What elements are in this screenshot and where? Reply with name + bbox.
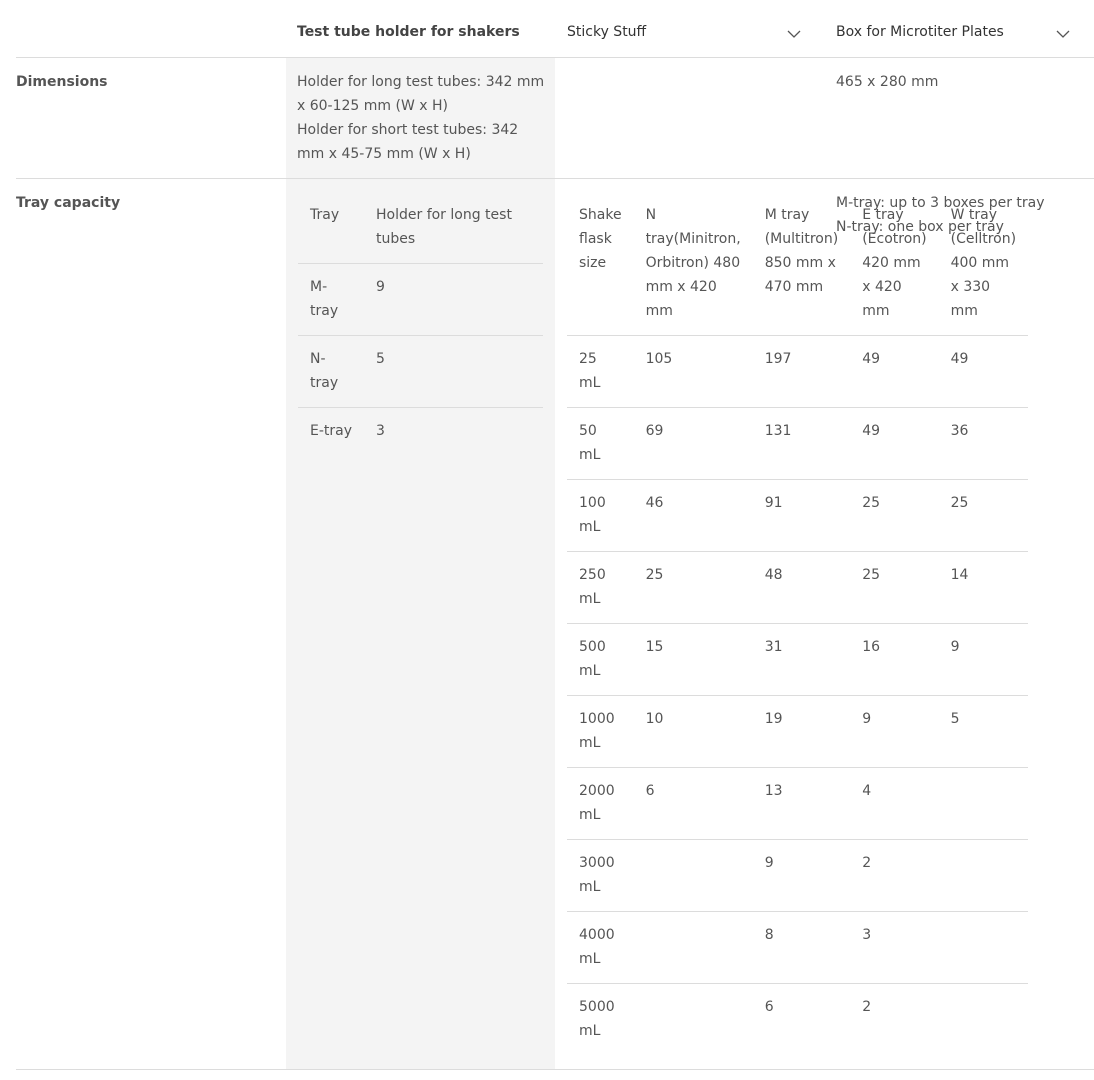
table-cell: 25 bbox=[939, 480, 1028, 552]
table-header-cell: W tray (Celltron) 400 mm x 330 mm bbox=[950, 207, 1017, 319]
table-cell: 197 bbox=[753, 336, 851, 408]
table-cell: 5000 mL bbox=[567, 984, 634, 1056]
table-cell: 9 bbox=[753, 840, 851, 912]
table-header-cell: Holder for long test tubes bbox=[376, 207, 512, 247]
table-row bbox=[567, 624, 1028, 696]
table-cell: 36 bbox=[939, 408, 1028, 480]
table-cell: 1000 mL bbox=[567, 696, 634, 768]
tray-capacity-col3-line1: M-tray: up to 3 boxes per tray bbox=[836, 195, 1045, 211]
table-cell: 25 mL bbox=[567, 336, 634, 408]
table-cell: 25 bbox=[850, 480, 938, 552]
table-cell: E-tray bbox=[298, 408, 364, 456]
table-cell: 9 bbox=[364, 264, 543, 336]
table-header-row bbox=[298, 192, 543, 264]
table-cell: 105 bbox=[634, 336, 753, 408]
table-cell bbox=[939, 912, 1028, 984]
dimensions-long-tubes: Holder for long test tubes: 342 mm x 60-125 mm (W x H) bbox=[297, 74, 545, 114]
table-cell: 19 bbox=[753, 696, 851, 768]
table-cell: 5 bbox=[939, 696, 1028, 768]
table-cell: 48 bbox=[753, 552, 851, 624]
table-cell: 10 bbox=[634, 696, 753, 768]
row-label-tray-capacity: Tray capacity bbox=[16, 195, 121, 211]
tray-capacity-col3-line2: N-tray: one box per tray bbox=[836, 219, 1004, 235]
table-row bbox=[567, 408, 1028, 480]
table-row bbox=[567, 984, 1028, 1056]
column-title-sticky-stuff: Sticky Stuff bbox=[567, 24, 647, 40]
dimensions-col3: 465 x 280 mm bbox=[836, 74, 939, 90]
table-row bbox=[567, 840, 1028, 912]
table-header-cell: Tray bbox=[310, 207, 340, 223]
table-header-cell: Shake flask size bbox=[579, 207, 622, 271]
table-cell bbox=[939, 984, 1028, 1056]
table-cell: 500 mL bbox=[567, 624, 634, 696]
table-cell: 2 bbox=[850, 840, 938, 912]
table-cell bbox=[634, 984, 753, 1056]
table-cell bbox=[939, 768, 1028, 840]
table-cell: 49 bbox=[939, 336, 1028, 408]
table-row bbox=[567, 912, 1028, 984]
table-row bbox=[567, 336, 1028, 408]
table-cell: 8 bbox=[753, 912, 851, 984]
table-cell: 3 bbox=[850, 912, 938, 984]
table-cell: 69 bbox=[634, 408, 753, 480]
tray-capacity-table-col1 bbox=[298, 192, 543, 455]
table-row bbox=[567, 768, 1028, 840]
table-cell: 91 bbox=[753, 480, 851, 552]
divider bbox=[16, 178, 1094, 179]
table-cell: 131 bbox=[753, 408, 851, 480]
table-cell: 16 bbox=[850, 624, 938, 696]
table-cell: 2 bbox=[850, 984, 938, 1056]
chevron-down-icon[interactable] bbox=[787, 29, 801, 39]
table-cell: 5 bbox=[364, 336, 543, 408]
table-cell: 15 bbox=[634, 624, 753, 696]
table-cell: 14 bbox=[939, 552, 1028, 624]
tray-capacity-table-col2 bbox=[567, 192, 1028, 1055]
table-cell: 100 mL bbox=[567, 480, 634, 552]
dimensions-col1 bbox=[297, 70, 547, 166]
table-header-cell: E tray (Ecotron) 420 mm x 420 mm bbox=[862, 207, 927, 319]
table-cell: 3000 mL bbox=[567, 840, 634, 912]
table-cell: 50 mL bbox=[567, 408, 634, 480]
table-cell: 31 bbox=[753, 624, 851, 696]
table-row bbox=[567, 480, 1028, 552]
divider bbox=[16, 57, 1094, 58]
row-label-dimensions: Dimensions bbox=[16, 74, 108, 90]
table-cell bbox=[634, 912, 753, 984]
table-cell bbox=[634, 840, 753, 912]
table-cell: 3 bbox=[364, 408, 543, 456]
table-cell: 25 bbox=[634, 552, 753, 624]
table-cell: 9 bbox=[850, 696, 938, 768]
table-cell: 49 bbox=[850, 336, 938, 408]
table-cell: 2000 mL bbox=[567, 768, 634, 840]
column-title-test-tube-holder: Test tube holder for shakers bbox=[297, 24, 520, 40]
table-cell: 4000 mL bbox=[567, 912, 634, 984]
table-row bbox=[567, 696, 1028, 768]
table-header-cell: M tray (Multitron) 850 mm x 470 mm bbox=[764, 207, 839, 295]
table-cell: 49 bbox=[850, 408, 938, 480]
table-row bbox=[298, 336, 543, 408]
table-cell: 46 bbox=[634, 480, 753, 552]
divider bbox=[16, 1069, 1094, 1070]
table-cell: N-tray bbox=[298, 336, 364, 408]
table-cell: 6 bbox=[634, 768, 753, 840]
table-header-cell: N tray(Minitron, Orbitron) 480 mm x 420 mm bbox=[645, 207, 741, 319]
column-title-microtiter-box: Box for Microtiter Plates bbox=[836, 24, 1004, 40]
table-row bbox=[298, 264, 543, 336]
table-row bbox=[298, 408, 543, 456]
column-selector-microtiter-box[interactable] bbox=[836, 22, 1074, 46]
table-cell: 9 bbox=[939, 624, 1028, 696]
table-row bbox=[567, 552, 1028, 624]
table-cell: 25 bbox=[850, 552, 938, 624]
table-cell: 4 bbox=[850, 768, 938, 840]
dimensions-short-tubes: Holder for short test tubes: 342 mm x 45-75 mm (W x H) bbox=[297, 122, 519, 162]
chevron-down-icon[interactable] bbox=[1056, 29, 1070, 39]
table-cell: 13 bbox=[753, 768, 851, 840]
column-selector-sticky-stuff[interactable] bbox=[567, 22, 805, 46]
table-cell: 250 mL bbox=[567, 552, 634, 624]
table-cell: 6 bbox=[753, 984, 851, 1056]
table-cell bbox=[939, 840, 1028, 912]
table-cell: M-tray bbox=[298, 264, 364, 336]
